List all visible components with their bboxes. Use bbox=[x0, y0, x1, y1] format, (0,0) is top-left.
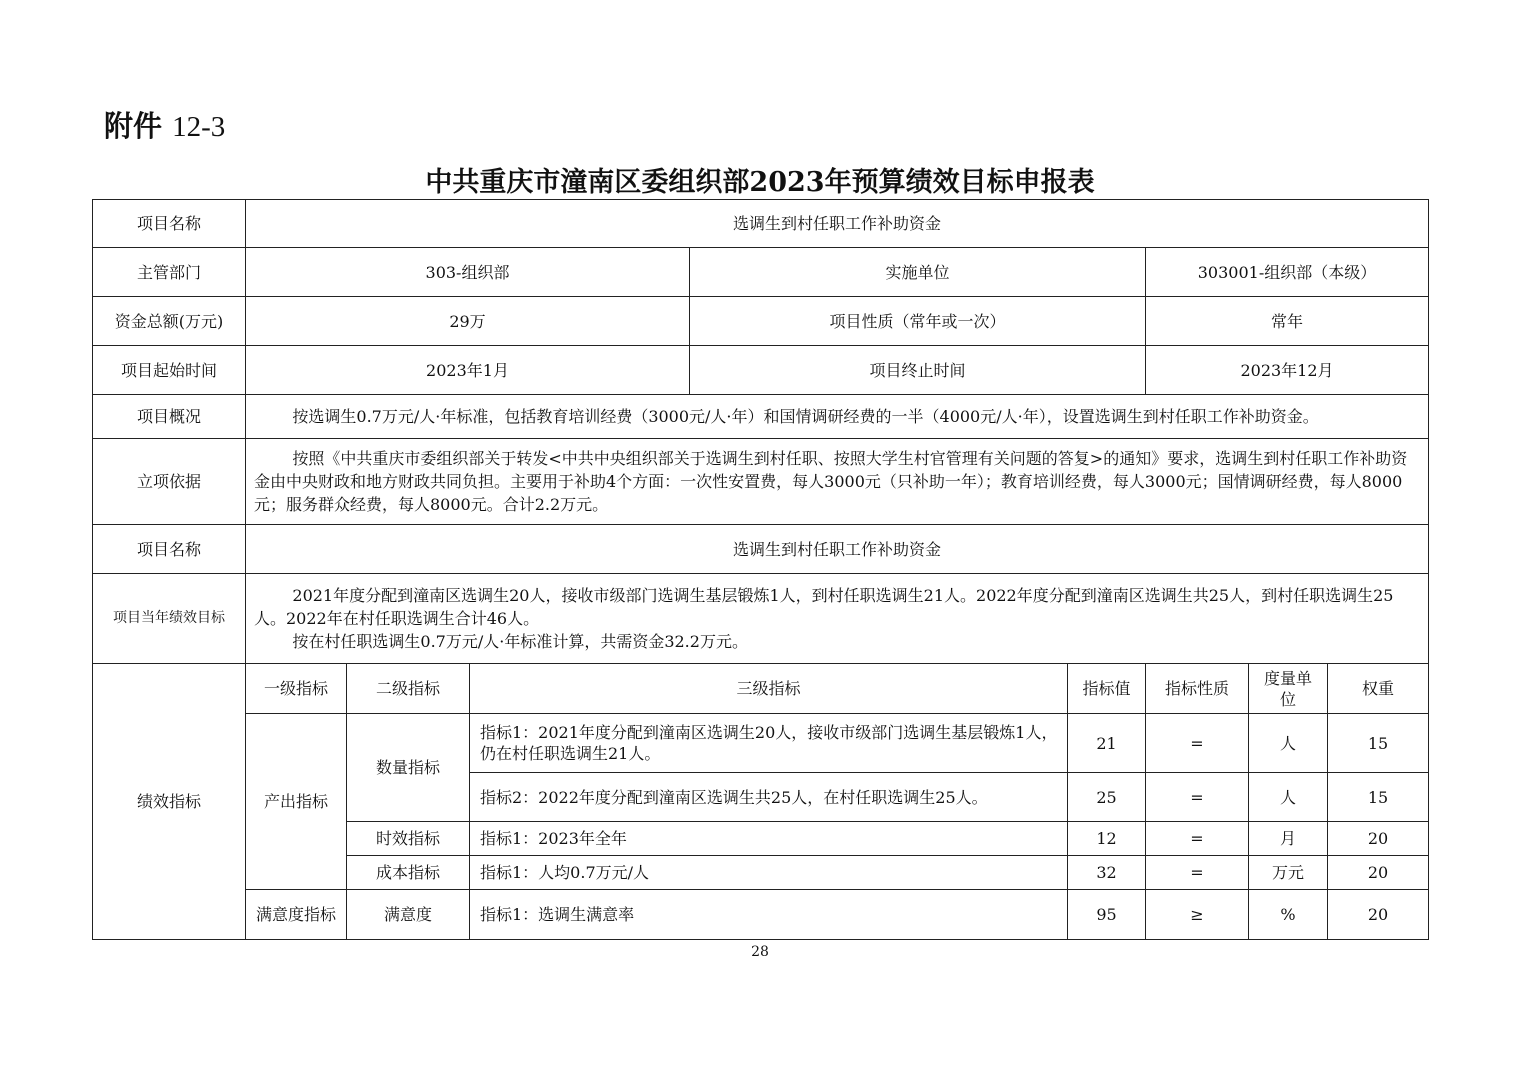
indicator-desc: 指标1：2021年度分配到潼南区选调生20人，接收市级部门选调生基层锻炼1人，仍在村任职选调生21人。 bbox=[470, 714, 1068, 773]
end-label: 项目终止时间 bbox=[690, 346, 1146, 395]
indicator-desc: 指标1：人均0.7万元/人 bbox=[470, 856, 1068, 890]
indicator-unit: % bbox=[1249, 890, 1328, 940]
row-basis bbox=[93, 439, 1429, 525]
header-value: 指标值 bbox=[1068, 664, 1146, 714]
page-number: 28 bbox=[751, 944, 769, 960]
row-time bbox=[93, 346, 1429, 395]
level2-cost: 成本指标 bbox=[347, 856, 470, 890]
basis-label: 立项依据 bbox=[93, 439, 246, 525]
indicator-nature: ≥ bbox=[1146, 890, 1249, 940]
indicator-desc: 指标2：2022年度分配到潼南区选调生共25人，在村任职选调生25人。 bbox=[470, 773, 1068, 822]
row-funds bbox=[93, 297, 1429, 346]
attachment-label bbox=[104, 104, 225, 145]
indicator-unit: 人 bbox=[1249, 773, 1328, 822]
indicator-value: 21 bbox=[1068, 714, 1146, 773]
indicator-unit: 人 bbox=[1249, 714, 1328, 773]
start-value: 2023年1月 bbox=[246, 346, 690, 395]
indicator-row bbox=[93, 714, 1429, 773]
project-name-label-2: 项目名称 bbox=[93, 525, 246, 574]
header-level2: 二级指标 bbox=[347, 664, 470, 714]
row-department bbox=[93, 248, 1429, 297]
indicator-weight: 15 bbox=[1328, 773, 1429, 822]
indicator-row bbox=[93, 890, 1429, 940]
nature-value: 常年 bbox=[1146, 297, 1429, 346]
indicator-value: 32 bbox=[1068, 856, 1146, 890]
indicators-section-label: 绩效指标 bbox=[93, 664, 246, 940]
indicator-value: 95 bbox=[1068, 890, 1146, 940]
header-nature: 指标性质 bbox=[1146, 664, 1249, 714]
level1-satisfaction: 满意度指标 bbox=[246, 890, 347, 940]
indicator-unit: 月 bbox=[1249, 822, 1328, 856]
funds-label: 资金总额(万元) bbox=[93, 297, 246, 346]
attachment-number: 12-3 bbox=[172, 111, 226, 143]
overview-label: 项目概况 bbox=[93, 395, 246, 439]
indicator-value: 25 bbox=[1068, 773, 1146, 822]
header-level1: 一级指标 bbox=[246, 664, 347, 714]
indicator-unit: 万元 bbox=[1249, 856, 1328, 890]
indicator-header-row bbox=[93, 664, 1429, 714]
start-label: 项目起始时间 bbox=[93, 346, 246, 395]
indicator-value: 12 bbox=[1068, 822, 1146, 856]
project-name-value-2: 选调生到村任职工作补助资金 bbox=[246, 525, 1429, 574]
indicator-weight: 20 bbox=[1328, 856, 1429, 890]
indicator-nature: = bbox=[1146, 856, 1249, 890]
attachment-word: 附件 bbox=[104, 109, 163, 143]
level1-output: 产出指标 bbox=[246, 714, 347, 890]
indicator-nature: = bbox=[1146, 714, 1249, 773]
overview-text: 按选调生0.7万元/人·年标准，包括教育培训经费（3000元/人·年）和国情调研经费的一半（4000元/人·年），设置选调生到村任职工作补助资金。 bbox=[292, 407, 1319, 426]
end-value: 2023年12月 bbox=[1146, 346, 1429, 395]
level2-time: 时效指标 bbox=[347, 822, 470, 856]
nature-label: 项目性质（常年或一次） bbox=[690, 297, 1146, 346]
funds-value: 29万 bbox=[246, 297, 690, 346]
indicator-desc: 指标1：选调生满意率 bbox=[470, 890, 1068, 940]
goal-label: 项目当年绩效目标 bbox=[93, 574, 246, 664]
goal-cell bbox=[246, 574, 1429, 664]
goal-text-1: 2021年度分配到潼南区选调生20人，接收市级部门选调生基层锻炼1人，到村任职选调生21人。2022年度分配到潼南区选调生共25人，到村任职选调生25人。2022年在村任职选调生合计46人。 bbox=[254, 586, 1394, 628]
indicator-nature: = bbox=[1146, 822, 1249, 856]
basis-text: 按照《中共重庆市委组织部关于转发<中共中央组织部关于选调生到村任职、按照大学生村官管理有关问题的答复>的通知》要求，选调生到村任职工作补助资金由中央财政和地方财政共同负担。主要用于补助4个方面：一次性安置费，每人3000元（只补助一年）；教育培训经费，每人3000元；国情调研经费，每人8000元；服务群众经费，每人8000元。合计2.2万元。 bbox=[254, 449, 1408, 514]
page-title: 中共重庆市潼南区委组织部2023年预算绩效目标申报表 bbox=[425, 167, 1095, 198]
goal-text-2: 按在村任职选调生0.7万元/人·年标准计算，共需资金32.2万元。 bbox=[292, 632, 748, 651]
row-overview bbox=[93, 395, 1429, 439]
dept-label: 主管部门 bbox=[93, 248, 246, 297]
project-name-value: 选调生到村任职工作补助资金 bbox=[246, 200, 1429, 248]
overview-cell bbox=[246, 395, 1429, 439]
indicator-weight: 20 bbox=[1328, 822, 1429, 856]
header-level3: 三级指标 bbox=[470, 664, 1068, 714]
project-name-label: 项目名称 bbox=[93, 200, 246, 248]
row-project-name bbox=[93, 200, 1429, 248]
basis-cell bbox=[246, 439, 1429, 525]
level2-quantity: 数量指标 bbox=[347, 714, 470, 822]
impl-value: 303001-组织部（本级） bbox=[1146, 248, 1429, 297]
row-annual-goal bbox=[93, 574, 1429, 664]
dept-value: 303-组织部 bbox=[246, 248, 690, 297]
indicator-desc: 指标1：2023年全年 bbox=[470, 822, 1068, 856]
impl-label: 实施单位 bbox=[690, 248, 1146, 297]
indicator-weight: 15 bbox=[1328, 714, 1429, 773]
indicator-weight: 20 bbox=[1328, 890, 1429, 940]
indicator-nature: = bbox=[1146, 773, 1249, 822]
budget-performance-table bbox=[92, 199, 1429, 940]
row-project-name-2 bbox=[93, 525, 1429, 574]
header-unit: 度量单位 bbox=[1249, 664, 1328, 714]
level2-satisfaction: 满意度 bbox=[347, 890, 470, 940]
header-weight: 权重 bbox=[1328, 664, 1429, 714]
